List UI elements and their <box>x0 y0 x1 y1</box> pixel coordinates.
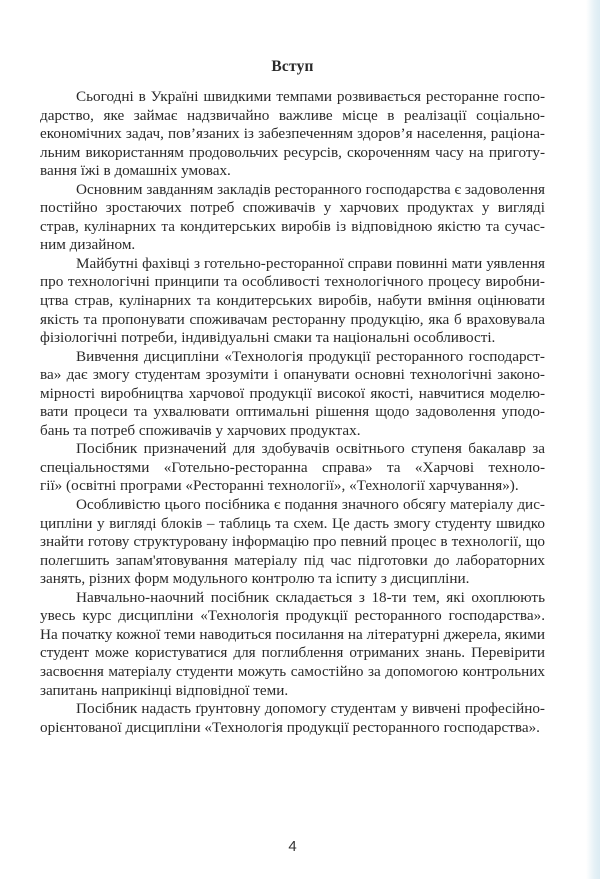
paragraph <box>40 88 545 181</box>
paragraph <box>40 255 545 348</box>
text-line: Посібник призначений для здобувачів освітнього ступеня бакалавр за <box>76 440 545 458</box>
text-line: Майбутні фахівці з готельно-ресторанної справи повинні мати уявлення <box>76 254 545 272</box>
text-line: ципліни у вигляді блоків – таблиць та схем. Це дасть змогу студенту швидко <box>40 514 545 532</box>
text-line: дарство, яке займає надзвичайно важливе місце в реалізації соціально- <box>40 106 545 124</box>
text-line: Основним завданням закладів ресторанного господарства є задоволення <box>76 180 545 198</box>
text-line: увесь курс дисципліни «Технологія продукції ресторанного господарства». <box>40 607 545 625</box>
text-line: фізіологічні потреби, індивідуальні смаки та національні особливості. <box>40 329 496 347</box>
text-line: економічних задач, пов’язаних із забезпеченням здоров’я населення, раціона- <box>40 125 545 143</box>
scan-edge-shadow <box>586 0 600 879</box>
paragraph <box>40 181 545 255</box>
text-line: цтва страв, кулінарних та кондитерських виробів, набути вміння оцінювати <box>40 292 545 310</box>
paragraph <box>40 496 545 589</box>
text-line: Сьогодні в Україні швидкими темпами розвивається ресторанне госпо- <box>76 88 545 105</box>
text-line: якість та пропонувати споживачам ресторанну продукцію, яка б враховувала <box>40 310 545 328</box>
body-text <box>40 88 545 737</box>
text-line: про технологічні принципи та особливості технологічного процесу виробни- <box>40 273 545 291</box>
text-line: постійно зростаючих потреб споживачів у харчових продуктах у вигляді <box>40 199 545 217</box>
text-line: занять, різних форм модульного контролю та іспиту з дисципліни. <box>40 570 470 588</box>
text-line: Навчально-наочний посібник складається з 18-ти тем, які охоплюють <box>76 588 545 606</box>
text-line: студент може користуватися для поглиблення отриманих знань. Перевірити <box>40 644 545 662</box>
text-line: ва» дає змогу студентам зрозуміти і опанувати основні технологічні законо- <box>40 366 545 384</box>
text-line: гії» (освітні програми «Ресторанні технології», «Технології харчування»). <box>40 477 519 495</box>
text-line: ним дизайном. <box>40 236 136 254</box>
text-line: вання їжі в домашніх умовах. <box>40 162 231 180</box>
text-line: Вивчення дисципліни «Технологія продукції ресторанного господарст- <box>76 347 545 365</box>
text-line: спеціальностями «Готельно-ресторанна справа» та «Харчові техноло- <box>40 458 545 476</box>
text-line: Посібник надасть ґрунтовну допомогу студентам у вивчені професійно- <box>76 700 545 718</box>
text-line: страв, кулінарних та кондитерських виробів із відповідною якістю та сучас- <box>40 217 545 235</box>
text-line: полегшить запам'ятовування матеріалу під час підготовки до лабораторних <box>40 551 545 569</box>
paragraph <box>40 440 545 496</box>
text-line: вати процеси та ухвалювати оптимальні рішення щодо задоволення уподо- <box>40 403 545 421</box>
paragraph <box>40 348 545 441</box>
text-line: орієнтованої дисципліни «Технологія продукції ресторанного господарства». <box>40 718 540 736</box>
text-line: бань та потреб споживачів у харчових продуктах. <box>40 421 361 439</box>
paragraph <box>40 700 545 737</box>
text-line: На початку кожної теми наводиться посилання на літературні джерела, якими <box>40 625 545 643</box>
page-number: 4 <box>288 838 297 855</box>
paragraph <box>40 589 545 700</box>
page-title: Вступ <box>271 58 314 75</box>
text-line: льним використанням продовольчих ресурсів, скороченням часу на приготу- <box>40 143 545 161</box>
text-line: засвоєння матеріалу студенти можуть самостійно за допомогою контрольних <box>40 662 545 680</box>
text-line: знайти готову структуровану інформацію про певний процес в технології, що <box>40 533 545 551</box>
text-line: мірності виробництва харчової продукції високої якості, навчитися моделю- <box>40 384 545 402</box>
text-line: запитань наприкінці відповідної теми. <box>40 681 289 699</box>
text-line: Особливістю цього посібника є подання значного обсягу матеріалу дис- <box>76 496 545 514</box>
